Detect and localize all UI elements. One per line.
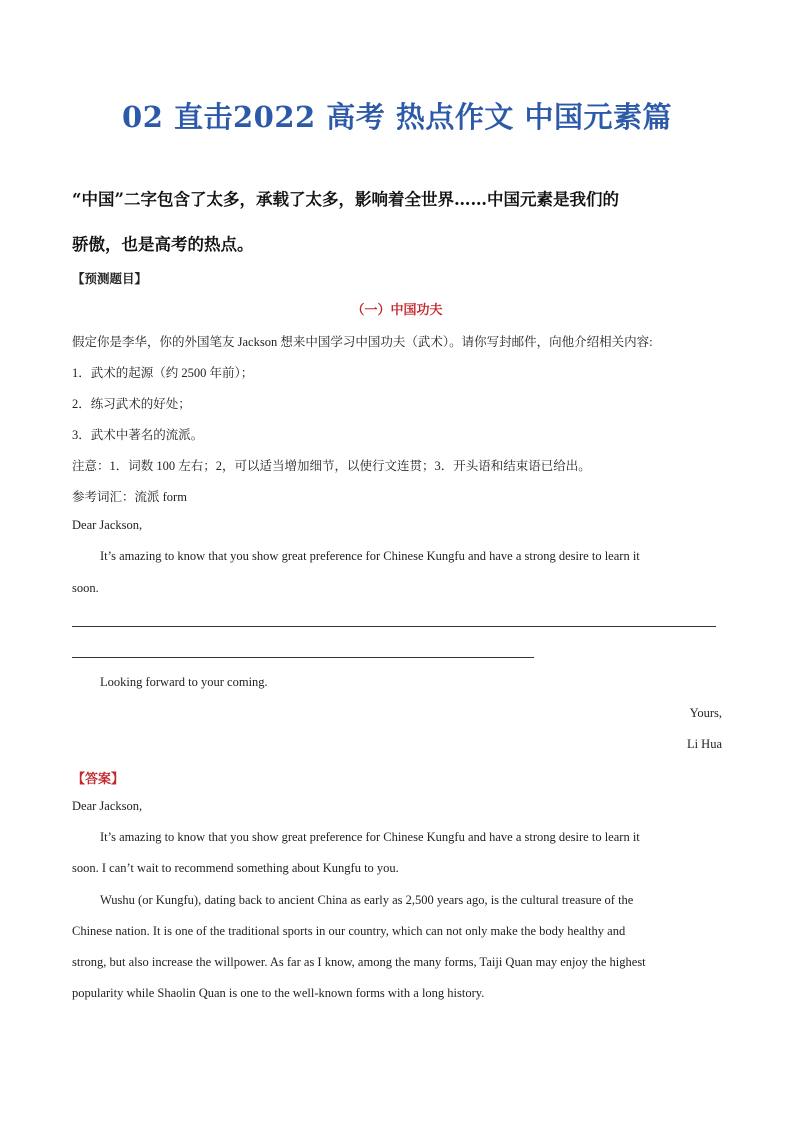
answer-p2-line-4: popularity while Shaolin Quan is one to the well-known forms with a long history. <box>72 986 485 1000</box>
letter-opening-line-2: soon. <box>72 581 99 595</box>
intro-line-1: “中国”二字包含了太多，承载了太多，影响着全世界……中国元素是我们的 <box>72 190 619 209</box>
answer-p2-line-2: Chinese nation. It is one of the traditional sports in our country, which can not only make the body healthy and <box>72 924 626 938</box>
writing-line-2 <box>72 657 534 658</box>
point-1: 1．武术的起源（约 2500 年前）； <box>72 366 254 380</box>
letter-signature: Li Hua <box>686 737 722 751</box>
vocab: 参考词汇：流派 form <box>72 490 187 504</box>
answer-p1-line-1: It’s amazing to know that you show great preference for Chinese Kungfu and have a strong desire to learn it <box>100 830 640 844</box>
letter-opening-line-1: It’s amazing to know that you show great preference for Chinese Kungfu and have a strong desire to learn it <box>100 549 640 563</box>
answer-greeting: Dear Jackson, <box>72 799 143 813</box>
task-prompt: 假定你是李华，你的外国笔友 Jackson 想来中国学习中国功夫（武术）。请你写封邮件，向他介绍相关内容: <box>72 335 653 349</box>
answer-label: 【答案】 <box>72 771 125 786</box>
answer-p2-line-3: strong, but also increase the willpower. As far as I know, among the many forms, Taiji Quan may enjoy the highest <box>72 955 646 969</box>
section-title: （一）中国功夫 <box>351 303 443 318</box>
note: 注意：1．词数 100 左右；2，可以适当增加细节，以使行文连贯；3．开头语和结束语已给出。 <box>72 459 591 473</box>
letter-sign-off: Yours, <box>689 706 722 720</box>
predict-label: 【预测题目】 <box>72 272 148 286</box>
answer-p1-line-2: soon. I can’t wait to recommend something about Kungfu to you. <box>72 861 399 875</box>
answer-p2-line-1: Wushu (or Kungfu), dating back to ancient China as early as 2,500 years ago, is the cultural treasure of the <box>100 893 634 907</box>
point-2: 2．练习武术的好处； <box>72 397 191 411</box>
point-3: 3．武术中著名的流派。 <box>72 428 204 442</box>
intro-line-2: 骄傲，也是高考的热点。 <box>72 235 254 254</box>
letter-greeting: Dear Jackson, <box>72 518 143 532</box>
writing-line-1 <box>72 626 716 627</box>
page-title: 02 直击2022 高考 热点作文 中国元素篇 <box>122 100 672 134</box>
letter-closing: Looking forward to your coming. <box>100 675 268 689</box>
